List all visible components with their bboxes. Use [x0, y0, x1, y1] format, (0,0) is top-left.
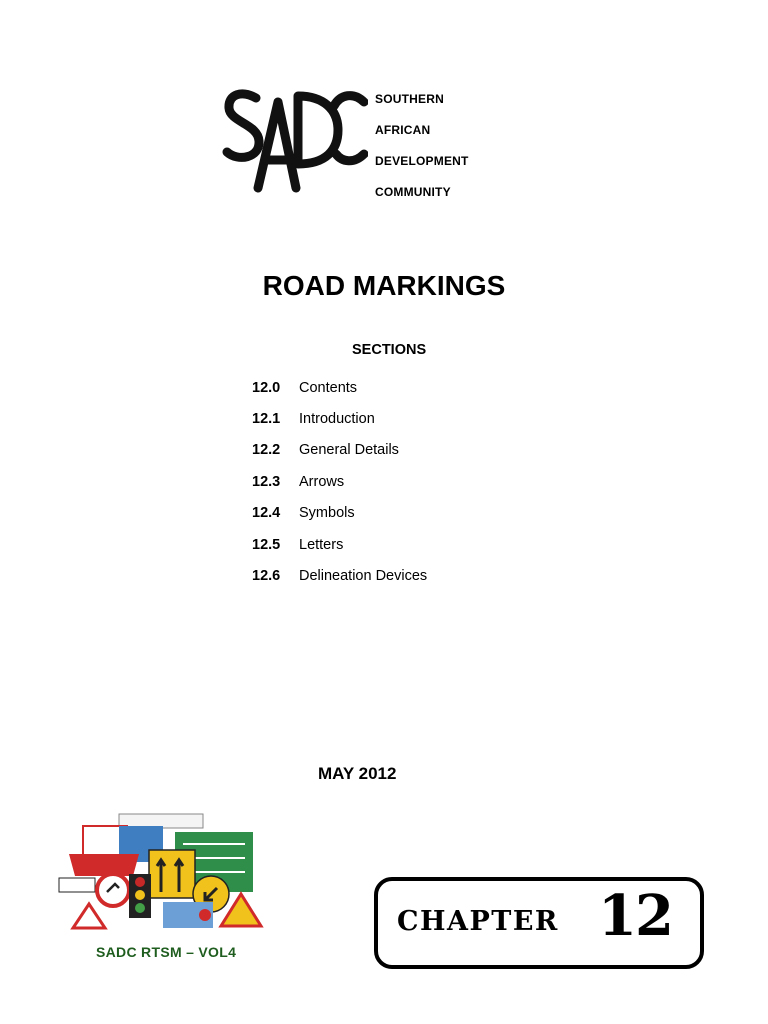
section-number: 12.0 [252, 379, 281, 396]
section-number: 12.3 [252, 473, 281, 490]
section-label: Letters [299, 536, 344, 553]
section-number: 12.5 [252, 536, 281, 553]
logo-line-development: DEVELOPMENT [375, 154, 469, 168]
section-label: Contents [299, 379, 358, 396]
volume-label: SADC RTSM – VOL4 [96, 944, 237, 960]
section-item [252, 372, 427, 403]
section-number: 12.6 [252, 568, 281, 585]
section-label: General Details [299, 442, 399, 459]
logo-line-southern: SOUTHERN [375, 92, 444, 106]
section-label: Delineation Devices [299, 568, 428, 585]
section-item [252, 403, 427, 434]
section-item [252, 560, 427, 591]
publication-date: MAY 2012 [318, 764, 397, 783]
section-item [252, 435, 427, 466]
section-label: Symbols [299, 505, 355, 522]
section-item [252, 498, 427, 529]
sections-list [252, 372, 427, 592]
section-number: 12.4 [252, 505, 281, 522]
section-number: 12.1 [252, 411, 281, 428]
section-label: Introduction [299, 411, 375, 428]
document-title: ROAD MARKINGS [262, 270, 506, 301]
section-label: Arrows [299, 473, 345, 490]
section-item [252, 466, 427, 497]
sections-heading: SECTIONS [352, 342, 427, 358]
chapter-number: 12 [598, 883, 672, 949]
sadc-name [375, 84, 469, 208]
logo-line-african: AFRICAN [375, 123, 431, 137]
sadc-logo [222, 84, 368, 194]
logo-line-community: COMMUNITY [375, 185, 451, 199]
road-signs-collage-image [55, 812, 265, 930]
section-number: 12.2 [252, 442, 281, 459]
section-item [252, 529, 427, 560]
chapter-word: CHAPTER [397, 906, 559, 937]
